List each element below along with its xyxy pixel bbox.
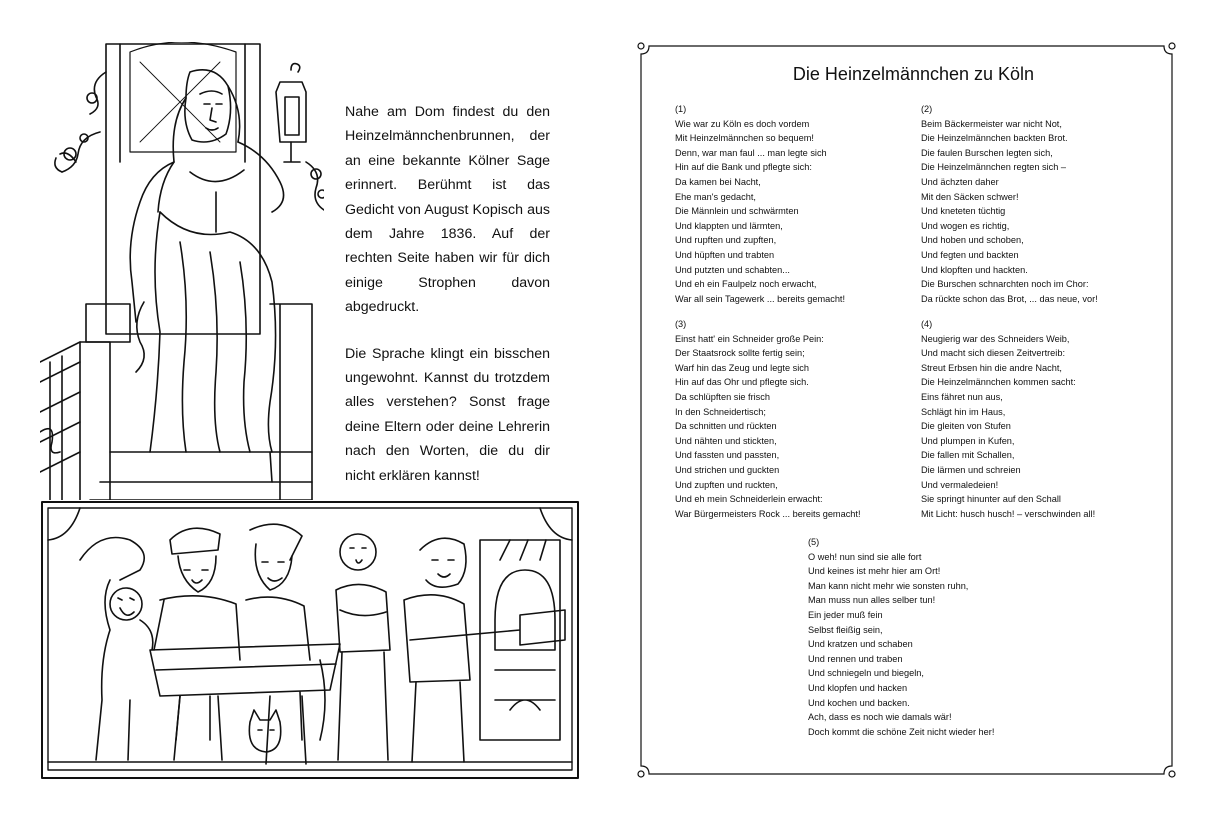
poem-line: Denn, war man faul ... man legte sich [675, 147, 827, 158]
poem-line: Und klappten und lärmten, [675, 220, 783, 231]
stanza-number: (4) [921, 319, 933, 329]
poem-line: Neugierig war des Schneiders Weib, [921, 333, 1070, 344]
intro-paragraph-2: Die Sprache klingt ein bisschen ungewohnt. Kannst du trotzdem alles verstehen? Sonst frage deine Eltern oder deine Lehrerin nach den Worten, die du dir nicht erklären kannst! [345, 345, 550, 484]
poem-line: Hin auf das Ohr und pflegte sich. [675, 377, 809, 388]
poem-line: Mit Heinzelmännchen so bequem! [675, 133, 814, 144]
poem-line: Ein jeder muß fein [808, 609, 883, 620]
poem-line: Die Heinzelmännchen kommen sacht: [921, 377, 1076, 388]
poem-line: War Bürgermeisters Rock ... bereits gemacht! [675, 508, 861, 519]
poem-line: Da schnitten und rückten [675, 421, 777, 432]
poem-line: Die Burschen schnarchten noch im Chor: [921, 279, 1089, 290]
poem-line: Und eh ein Faulpelz noch erwacht, [675, 279, 817, 290]
poem-line: Und kochen und backen. [808, 697, 910, 708]
poem-line: Und ächzten daher [921, 176, 999, 187]
poem-line: Die Heinzelmännchen regten sich – [921, 162, 1067, 173]
poem-line: Und plumpen in Kufen, [921, 435, 1015, 446]
statue-illustration [40, 42, 324, 500]
poem-line: Und kratzen und schaben [808, 639, 913, 650]
stanza-3 [675, 317, 861, 521]
poem-line: Streut Erbsen hin die andre Nacht, [921, 362, 1062, 373]
poem-line: Einst hatt' ein Schneider große Pein: [675, 333, 824, 344]
stanza-2 [921, 102, 1098, 306]
poem-line: Und rupften und zupften, [675, 235, 777, 246]
poem-title: Die Heinzelmännchen zu Köln [792, 64, 1035, 84]
poem-line: Selbst fleißig sein, [808, 624, 883, 635]
poem-line: Und fassten und passten, [675, 450, 780, 461]
poem-line: Die Männlein und schwärmten [675, 206, 799, 217]
stanza-1 [675, 102, 845, 306]
stanza-number: (3) [675, 319, 687, 329]
poem-line: Und kneteten tüchtig [921, 206, 1006, 217]
poem-line: Und vermaledeien! [921, 479, 999, 490]
poem-line: Da schlüpften sie frisch [675, 391, 770, 402]
poem-line: War all sein Tagewerk ... bereits gemacht! [675, 293, 846, 304]
poem-line: Die Heinzelmännchen backten Brot. [921, 133, 1068, 144]
poem-line: Und hoben und schoben, [921, 235, 1024, 246]
poem-line: Und rennen und traben [808, 653, 903, 664]
poem-line: Die gleiten von Stufen [921, 421, 1011, 432]
poem-line: Die faulen Burschen legten sich, [921, 147, 1053, 158]
poem-line: Und klopften und hackten. [921, 264, 1028, 275]
poem-line: Man kann nicht mehr wie sonsten ruhn, [808, 580, 969, 591]
relief-illustration [40, 500, 580, 780]
poem-line: Und fegten und backten [921, 249, 1019, 260]
poem-line: Mit Licht: husch husch! – verschwinden all! [921, 508, 1096, 519]
poem-line: Ach, dass es noch wie damals wär! [808, 712, 952, 723]
poem-line: Und wogen es richtig, [921, 220, 1010, 231]
poem-line: Und putzten und schabten... [675, 264, 790, 275]
poem-line: Und hüpften und trabten [675, 249, 775, 260]
poem-line: Eins fähret nun aus, [921, 391, 1003, 402]
intro-text [345, 100, 550, 488]
poem-line: Und nähten und stickten, [675, 435, 777, 446]
poem-line: Und strichen und guckten [675, 464, 780, 475]
poem-line: Der Staatsrock sollte fertig sein; [675, 348, 805, 359]
poem-line: Die lärmen und schreien [921, 464, 1021, 475]
poem-line: Da rückte schon das Brot, ... das neue, vor! [921, 293, 1098, 304]
poem-line: Sie springt hinunter auf den Schall [921, 494, 1061, 505]
poem-line: Und schniegeln und biegeln, [808, 668, 924, 679]
poem-line: Mit den Säcken schwer! [921, 191, 1019, 202]
poem-line: Und eh mein Schneiderlein erwacht: [675, 494, 823, 505]
intro-paragraph-1: Nahe am Dom findest du den Heinzelmännchenbrunnen, der an eine bekannte Kölner Sage erinnert. Berühmt ist das Gedicht von August Kopisch aus dem Jahre 1836. Auf der rechten Seite haben wir für dich einige Strophen davon abgedruckt. [345, 104, 550, 316]
poem-line: Ehe man's gedacht, [675, 191, 756, 202]
poem-line: Doch kommt die schöne Zeit nicht wieder her! [808, 726, 995, 737]
poem-line: Schlägt hin im Haus, [921, 406, 1006, 417]
poem-line: Beim Bäckermeister war nicht Not, [921, 118, 1062, 129]
stanza-4 [921, 317, 1095, 521]
poem-line: Und macht sich diesen Zeitvertreib: [921, 348, 1065, 359]
stanza-5 [808, 535, 994, 739]
poem-line: In den Schneidertisch; [675, 406, 766, 417]
poem-line: Hin auf die Bank und pflegte sich: [675, 162, 812, 173]
poem-line: Und klopfen und hacken [808, 682, 908, 693]
stanza-number: (5) [808, 537, 820, 547]
stanza-number: (2) [921, 104, 933, 114]
poem-line: Man muss nun alles selber tun! [808, 595, 936, 606]
poem-line: Und keines ist mehr hier am Ort! [808, 566, 941, 577]
poem-line: O weh! nun sind sie alle fort [808, 551, 922, 562]
poem-line: Wie war zu Köln es doch vordem [675, 118, 810, 129]
stanza-number: (1) [675, 104, 687, 114]
poem-line: Da kamen bei Nacht, [675, 176, 761, 187]
poem-line: Warf hin das Zeug und legte sich [675, 362, 809, 373]
poem-line: Und zupften und ruckten, [675, 479, 778, 490]
poem-line: Die fallen mit Schallen, [921, 450, 1015, 461]
